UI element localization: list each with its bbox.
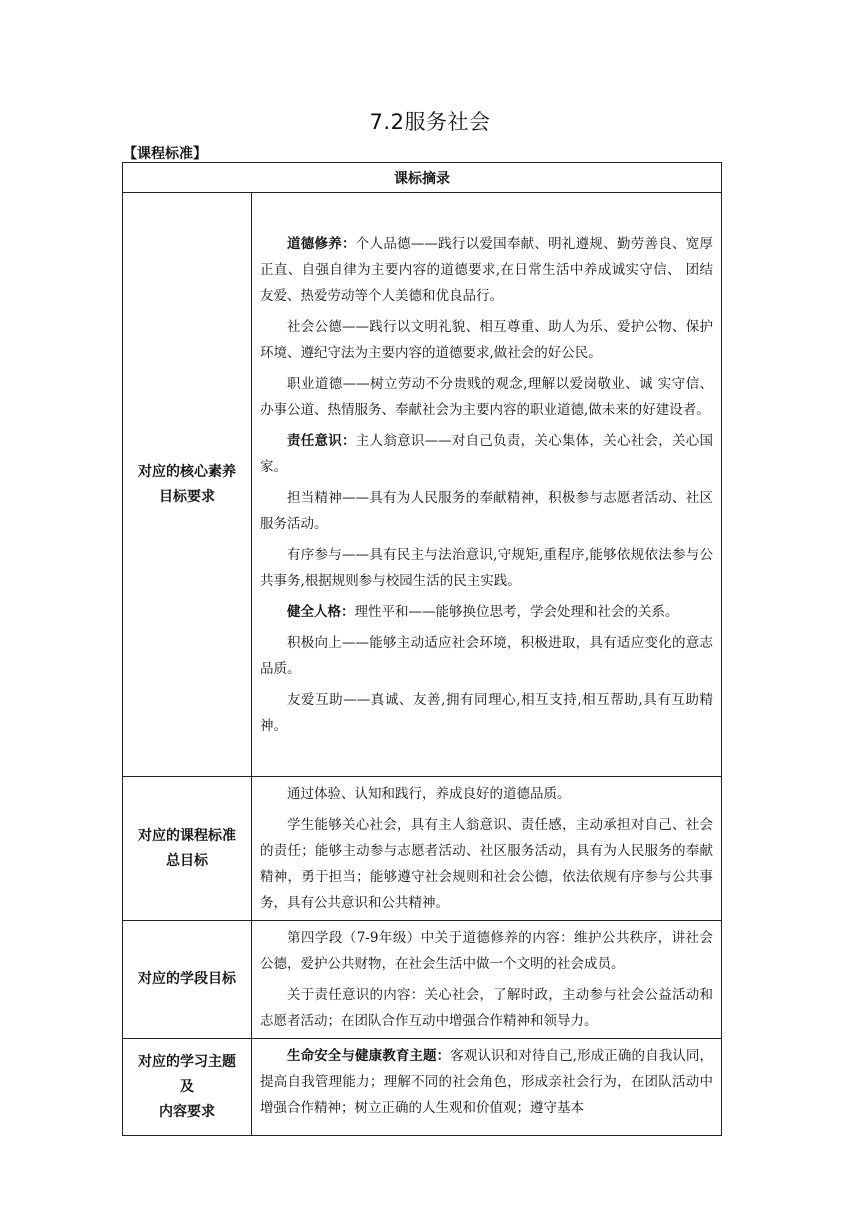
row-label-line: 对应的学段目标: [138, 971, 236, 987]
row-content: [252, 921, 722, 1039]
table-row: [123, 777, 722, 921]
paragraph-term: 生命安全与健康教育主题：: [287, 1048, 451, 1064]
paragraph-text: 第四学段（7-9年级）中关于道德修养的内容：维护公共秩序，讲社会公德，爱护公共财物，在社会生活中做一个文明的社会成员。: [260, 930, 713, 972]
content-paragraph: [260, 687, 713, 739]
content-paragraph: [260, 371, 713, 423]
paragraph-text: 学生能够关心社会，具有主人翁意识、责任感，主动承担对自己、社会的责任；能够主动参与志愿者活动、社区服务活动，具有为人民服务的奉献精神，勇于担当；能够遵守社会规则和社会公德，依法依规有序参与公共事务，具有公共意识和公共精神。: [260, 817, 713, 911]
content-paragraph: [260, 599, 713, 625]
content-paragraph: [260, 1043, 713, 1121]
paragraph-text: 有序参与——具有民主与法治意识,守规矩,重程序,能够依规依法参与公共事务,根据规则参与校园生活的民主实践。: [260, 546, 713, 589]
paragraph-text: 社会公德——践行以文明礼貌、相互尊重、助人为乐、爱护公物、保护环境、遵纪守法为主要内容的道德要求,做社会的好公民。: [260, 318, 713, 361]
content-paragraph: [260, 485, 713, 537]
row-label-line: 对应的核心素养: [138, 463, 236, 480]
content-paragraph: [260, 314, 713, 366]
row-label-line: 内容要求: [159, 1103, 215, 1120]
paragraph-term: 道德修养：: [287, 235, 356, 252]
content-paragraph: [260, 812, 713, 916]
row-content: [252, 193, 722, 777]
section-label: 【课程标准】: [123, 146, 207, 162]
content-paragraph: [260, 630, 713, 682]
row-label: [123, 921, 252, 1039]
row-label: [123, 193, 252, 777]
row-label-line: 对应的学习主题: [138, 1053, 236, 1070]
paragraph-text: 理性平和——能够换位思考，学会处理和社会的关系。: [354, 603, 679, 620]
row-label-line: 总目标: [166, 852, 208, 869]
content-paragraph: [260, 231, 713, 309]
paragraph-text: 客观认识和对待自己,形成正确的自我认同，提高自我管理能力；理解不同的社会角色，形成亲社会行为，在团队活动中增强合作精神；树立正确的人生观和价值观；遵守基本: [260, 1048, 714, 1116]
table-header: 课标摘录: [123, 163, 722, 193]
paragraph-term: 责任意识：: [287, 432, 356, 449]
paragraph-text: 积极向上——能够主动适应社会环境，积极进取，具有适应变化的意志品质。: [260, 634, 713, 677]
paragraph-text: 个人品德——践行以爱国奉献、明礼遵规、勤劳善良、宽厚正直、自强自律为主要内容的道德要求,在日常生活中养成诚实守信、 团结友爱、热爱劳动等个人美德和优良品行。: [260, 235, 714, 304]
paragraph-text: 主人翁意识——对自己负责，关心集体，关心社会，关心国家。: [260, 432, 714, 475]
row-label: [123, 777, 252, 921]
curriculum-table: [122, 162, 722, 1136]
row-label-line: 及: [180, 1078, 194, 1095]
content-paragraph: [260, 982, 713, 1034]
table-row: [123, 1039, 722, 1136]
content-paragraph: [260, 781, 713, 807]
paragraph-term: 健全人格：: [287, 603, 355, 620]
row-label-line: 对应的课程标准: [138, 827, 236, 844]
paragraph-text: 关于责任意识的内容：关心社会，了解时政，主动参与社会公益活动和志愿者活动；在团队合作互动中增强合作精神和领导力。: [260, 987, 713, 1029]
table-row: [123, 193, 722, 777]
row-label-line: 目标要求: [159, 488, 215, 505]
paragraph-text: 职业道德——树立劳动不分贵贱的观念,理解以爱岗敬业、诚 实守信、办事公道、热情服务、奉献社会为主要内容的职业道德,做未来的好建设者。: [260, 375, 713, 418]
paragraph-text: 通过体验、认知和践行，养成良好的道德品质。: [287, 786, 571, 802]
content-paragraph: [260, 428, 713, 480]
paragraph-text: 担当精神——具有为人民服务的奉献精神，积极参与志愿者活动、社区服务活动。: [260, 489, 713, 532]
row-content: [252, 1039, 722, 1136]
row-label: [123, 1039, 252, 1136]
table-row: [123, 921, 722, 1039]
row-content: [252, 777, 722, 921]
paragraph-text: 友爱互助——真诚、友善,拥有同理心,相互支持,相互帮助,具有互助精神。: [260, 691, 713, 734]
content-paragraph: [260, 542, 713, 594]
content-paragraph: [260, 925, 713, 977]
page-title: 7.2服务社会: [369, 110, 491, 134]
